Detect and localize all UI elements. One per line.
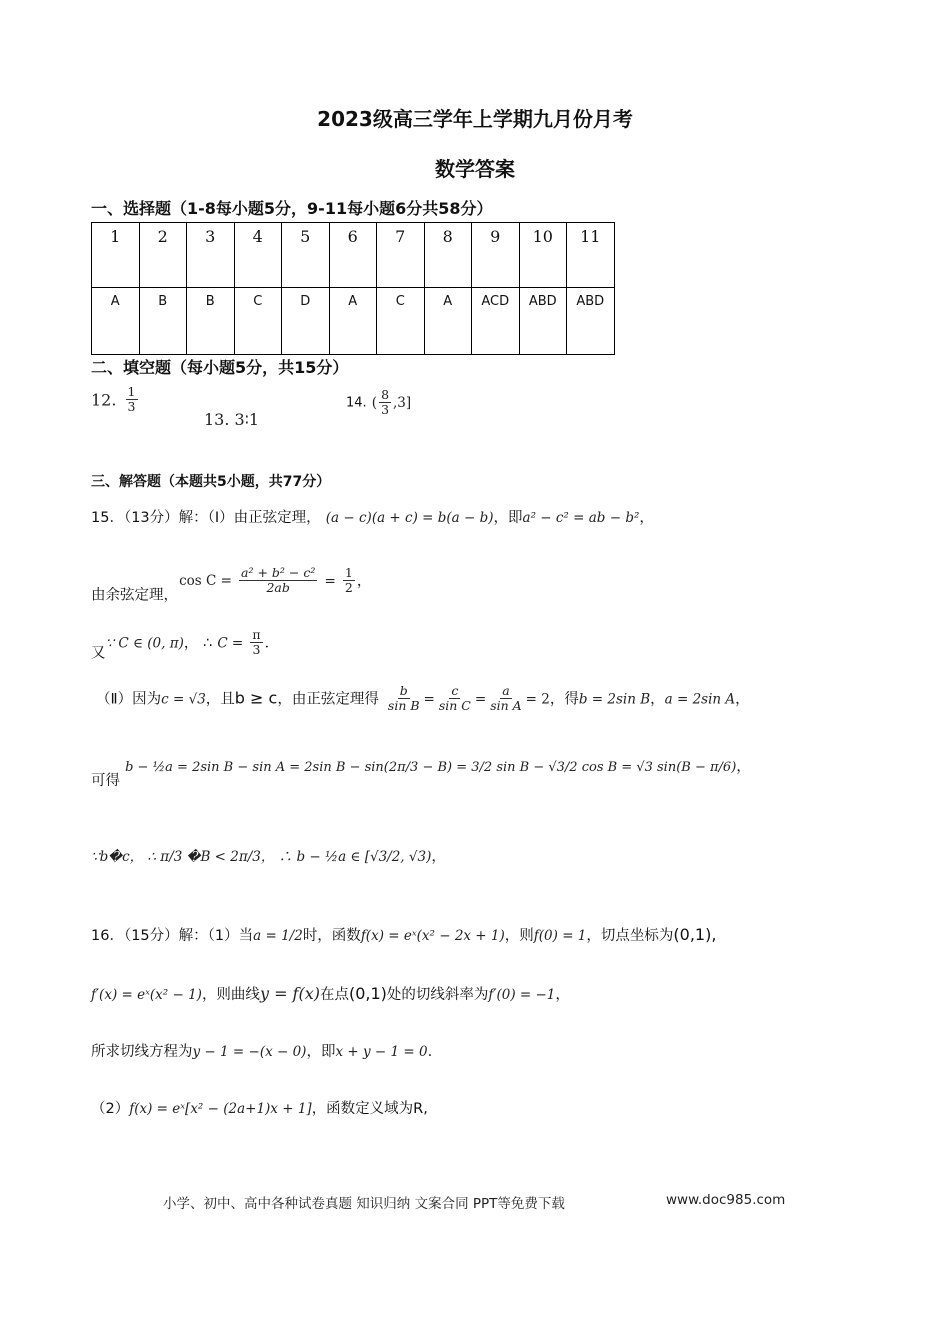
q16-text: 16．（15分）解：（1）当 [91,928,254,944]
footer-text: 小学、初中、高中各种试卷真题 知识归纳 文案合同 PPT等免费下载 [163,1196,565,1212]
fraction-numerator: 1 [127,384,136,399]
q15-text: ， [356,573,372,590]
fraction-numerator: a² + b² − c² [241,565,316,580]
q15-half-fraction [343,566,355,596]
fraction-denominator: sin A [490,698,522,714]
answer-cell: B [187,288,235,355]
q16-f0: f(0) = 1 [533,928,587,944]
equals-sign: = [324,573,336,590]
q15-c-range: ∵ C ∈ (0, π) [105,635,184,652]
fraction-numerator: 8 [381,387,390,402]
q15-range-result: ， ∴ b − ½a ∈ [√3/2, √3) [260,849,432,865]
q15-text: 又 [91,645,106,662]
q15-line5 [91,755,751,790]
fraction-denominator: 2ab [266,580,290,596]
question-number: 5 [282,223,330,288]
question-number: 2 [139,223,187,288]
q16-text: 处的切线斜率为 [386,987,489,1003]
q15-text: 可得 [91,773,120,789]
answer-cell: A [329,288,377,355]
answer-cell: A [424,288,472,355]
q15-text: ，且 [205,691,235,708]
close-bracket: ,3] [393,394,412,411]
answer-table [91,222,615,355]
q15-a-expr: a = 2sin A [664,691,736,708]
question-number: 8 [424,223,472,288]
q15-b-over-sinb [386,684,422,714]
answer-12 [91,385,140,415]
open-paren: ( [371,394,378,411]
answer-12-fraction [126,385,138,415]
q15-line1 [91,506,654,527]
q16-curve: y = f(x) [259,984,320,1003]
q16-line4 [91,1097,428,1118]
question-number: 10 [519,223,567,288]
q16-line3 [91,1040,432,1061]
q15-text: ，得 [549,691,579,708]
question-number: 11 [567,223,615,288]
q15-text: ， [735,691,750,708]
q15-text: ， ∴ [183,635,213,652]
q16-tangent-simplified: x + y − 1 = 0 [335,1044,428,1060]
q15-text: ， [639,510,654,526]
section2-heading: 二、填空题（每小题5分，共15分） [91,358,349,377]
fraction-numerator: π [252,627,261,642]
q16-text: ，则 [504,928,534,944]
q16-text: ，函数定义域为R, [311,1101,428,1117]
footer-link[interactable]: www.doc985.com [666,1192,786,1208]
fraction-denominator: 3 [252,642,261,658]
q16-text: ， [555,987,570,1003]
q15-text: 由余弦定理， [91,587,178,604]
question-number: 7 [377,223,425,288]
q15-b-expr: b = 2sin B [578,691,651,708]
q15-intro: 15．（13分）解：（Ⅰ）由正弦定理， [91,510,321,526]
q16-text: 时，函数 [302,928,361,944]
question-number: 6 [329,223,377,288]
q16-text: 在点 [319,987,349,1003]
q16-point: (0,1), [673,925,717,944]
section1-heading: 一、选择题（1-8每小题5分，9-11每小题6分共58分） [91,199,493,218]
answer-cell: ABD [567,288,615,355]
answer-cell: ACD [472,288,520,355]
answer-cell: ABD [519,288,567,355]
q15-c-over-sinc [437,684,473,714]
question-number: 1 [92,223,140,288]
q15-line2 [91,566,371,604]
q15-long-equation: b − ½a = 2sin B − sin A = 2sin B − sin(2π/3 − B) = 3/2 sin B − √3/2 cos B = √3 sin(B − π/6) [125,760,737,775]
q16-text: ，则曲线 [201,987,260,1003]
q16-text: ，即 [306,1044,336,1060]
answer-cell: C [377,288,425,355]
fraction-numerator: c [451,683,459,698]
q15-c-value: c = √3 [161,691,206,708]
q16-point: (0,1) [348,984,387,1003]
q15-text: ，由正弦定理得 [277,691,379,708]
q15-line4: （Ⅱ）因为c = √3，且b ≥ c，由正弦定理得 $\frac{b}{\text{sin B}}$ = $\frac{c}{\text{sin C}}$ = $\frac{a}{\text{sin A}}$ = 2，得b = 2sin B，a = 2sin A， [96,683,750,714]
section3-heading: 三、解答题（本题共5小题，共77分） [91,474,331,490]
q15-line3 [91,628,279,662]
q16-line2 [91,983,570,1004]
fraction-numerator: b [399,683,408,698]
answer-12-label: 12. [91,390,117,410]
question-number: 9 [472,223,520,288]
q15-text: ， [736,759,751,775]
q16-derivative: f′(x) = eˣ(x² − 1) [91,987,202,1003]
q15-eq-reduced: a² − c² = ab − b² [522,510,640,526]
q15-text: ， [650,691,665,708]
answer-cell: A [92,288,140,355]
answer-14 [346,388,411,418]
q15-line6 [91,845,446,866]
fraction-denominator: sin B [387,698,420,714]
q15-a-over-sina [488,684,523,714]
fraction-denominator: 3 [381,402,390,418]
answer-13: 13. 3∶1 [204,410,260,429]
q16-text: 所求切线方程为 [91,1044,193,1060]
q15-cos-fraction [239,566,317,596]
q16-text: （2） [91,1101,130,1117]
q16-slope: f′(0) = −1 [488,987,556,1003]
question-number: 3 [187,223,235,288]
answer-cell: D [282,288,330,355]
q16-text: . [427,1044,433,1060]
q15-range-cond: ∵b�c [91,849,130,865]
q15-b-ge-c: b ≥ c [234,688,278,708]
q15-eq-sine: (a − c)(a + c) = b(a − b) [325,510,494,526]
q15-text: ． [264,635,280,652]
fraction-denominator: 3 [127,399,136,415]
page-subtitle: 数学答案 [435,157,515,181]
q16-a-value: a = 1/2 [253,928,303,944]
question-number: 4 [234,223,282,288]
q15-text: ， [431,849,446,865]
q16-text: ，切点坐标为 [586,928,674,944]
q15-text: ，即 [493,510,523,526]
fraction-numerator: a [502,683,510,698]
page-title: 2023级高三学年上学期九月份月考 [317,107,633,131]
q15-pi-third [250,628,262,658]
answer-table-numbers-row [92,223,615,288]
q16-function: f(x) = eˣ(x² − 2x + 1) [360,928,505,944]
q16-function-general: f(x) = eˣ[x² − (2a+1)x + 1] [129,1101,312,1117]
q16-line1 [91,924,716,945]
answer-cell: B [139,288,187,355]
q15-text: （Ⅱ）因为 [96,691,162,708]
q15-c-eq: C = [217,635,244,652]
q16-tangent: y − 1 = −(x − 0) [192,1044,307,1060]
fraction-numerator: 1 [344,565,353,580]
q15-range-b: ， ∴ π/3 �B < 2π/3 [129,849,261,865]
answer-table-answers-row [92,288,615,355]
fraction-denominator: 2 [344,580,353,596]
answer-14-fraction [379,388,391,418]
fraction-denominator: sin C [438,698,471,714]
q15-eq-two: = 2 [525,691,550,708]
q15-cos-lhs: cos C = [179,573,232,590]
answer-14-label: 14. [346,395,367,411]
answer-cell: C [234,288,282,355]
